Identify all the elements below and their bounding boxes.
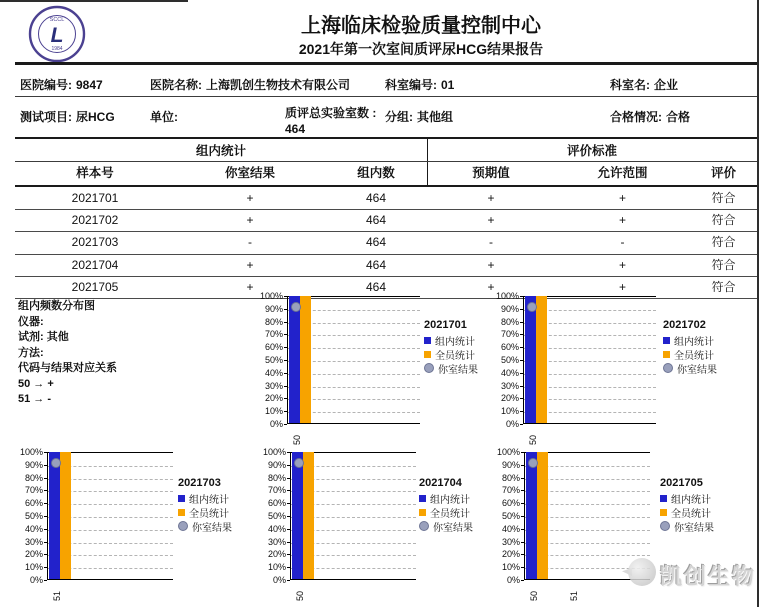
table-cell: + [246,213,254,228]
watermark-text: 凯创生物 [660,564,757,589]
table-cell: 2021701 [71,191,119,205]
legend-item [419,491,473,505]
legend-title: 2021703 [178,477,221,489]
bar-组内统计 [292,452,303,579]
legend-label: 你室结果 [677,364,717,376]
table-cell: 464 [365,235,387,250]
y-axis-label: 50% [501,511,520,521]
y-axis-label: 30% [500,380,519,391]
legend-label: 全员统计 [435,350,475,362]
bar-组内统计 [525,296,536,423]
y-axis-tick [521,580,524,581]
note-line: 方法: [18,346,44,359]
y-axis-label: 80% [501,472,520,483]
col-allowed-range: 允许范围 [597,166,648,180]
note-line: 代码与结果对应关系 [18,362,117,374]
your-result-marker [528,458,538,468]
y-axis-label: 30% [264,380,283,391]
legend-item [178,519,232,533]
table-cell: 464 [365,213,387,228]
legend-label: 全员统计 [189,508,229,520]
table-cell: 符合 [711,279,736,294]
table-cell: 464 [365,257,387,272]
chart-plot [523,296,656,424]
svg-text:1984: 1984 [51,46,63,52]
bar-全员统计 [536,296,547,423]
legend-title: 2021704 [419,477,462,489]
your-result-marker [291,302,301,312]
table-cell: 符合 [711,213,736,228]
legend-label: 全员统计 [671,508,711,520]
y-axis-label: 90% [267,459,286,470]
y-axis-tick [520,424,523,425]
y-axis-label: 60% [501,498,520,509]
pass-status: 合格情况: 合格 [610,110,691,124]
chart-legend [419,477,473,533]
table-cell: + [246,257,254,272]
chart-plot [290,452,416,580]
chart-legend [660,477,714,533]
legend-label: 组内统计 [674,336,714,348]
orange-square-icon [419,509,426,516]
x-axis-label: 51 [569,590,579,601]
legend-item [660,505,714,519]
y-axis-label: 80% [267,472,286,483]
y-axis-label: 30% [267,536,286,547]
y-axis-label: 60% [24,498,43,509]
blue-square-icon [663,337,670,344]
your-result-marker [294,458,304,468]
x-axis-label: 50 [295,590,305,601]
bar-组内统计 [526,452,537,579]
y-axis-label: 80% [264,316,283,327]
legend-label: 组内统计 [671,494,711,506]
y-axis-label: 40% [267,523,286,534]
y-axis-tick [287,580,290,581]
col-group-count: 组内数 [357,166,395,180]
table-cell: 2021702 [71,213,119,228]
table-cell: + [246,279,254,294]
chart-plot [524,452,650,580]
y-axis-label: 80% [24,472,43,483]
col-expected-value: 预期值 [472,166,510,180]
blue-square-icon [419,495,426,502]
y-axis-label: 40% [500,367,519,378]
legend-label: 全员统计 [674,350,714,362]
note-code-positive: 50 → + [18,377,54,390]
legend-item [178,505,232,519]
table-cell: 2021703 [71,235,119,250]
legend-title: 2021705 [660,477,703,489]
chart-legend [663,319,717,375]
legend-title: 2021702 [663,319,706,331]
col-evaluation: 评价 [710,166,736,180]
table-cell: 符合 [711,191,736,205]
legend-label: 组内统计 [435,336,475,348]
y-axis-label: 0% [505,419,519,429]
bar-全员统计 [537,452,548,579]
orange-square-icon [178,509,185,516]
bar-组内统计 [49,452,60,579]
hospital-name: 医院名称: 上海凯创生物技术有限公司 [150,78,351,92]
legend-item [424,333,478,347]
note-line: 组内频数分布图 [18,300,95,312]
y-axis-label: 50% [24,511,43,521]
chart-plot [287,296,420,424]
x-axis-label: 50 [292,434,302,445]
y-axis-label: 40% [24,523,43,534]
department-number: 科室编号: 01 [385,78,455,92]
col-your-result: 你室结果 [224,166,275,180]
y-axis-label: 50% [500,355,519,365]
legend-item [660,519,714,533]
table-cell: - [620,235,625,250]
table-cell: + [618,191,626,205]
y-axis-label: 50% [264,355,283,365]
y-axis-label: 60% [267,498,286,509]
table-cell: + [487,191,495,205]
y-axis-label: 70% [500,329,519,340]
y-axis-tick [44,580,47,581]
bar-全员统计 [60,452,71,579]
table-cell: + [487,279,495,294]
group-header-criteria: 评价标准 [566,144,617,158]
table-cell: + [618,213,626,228]
y-axis-label: 0% [29,575,43,585]
x-axis-label: 51 [52,590,62,601]
chart-legend [424,319,478,375]
table-cell: 符合 [711,257,736,272]
watermark-logo-icon [628,558,656,586]
note-line: 仪器: [18,315,44,328]
table-cell: + [618,279,626,294]
bar-全员统计 [300,296,311,423]
bar-组内统计 [289,296,300,423]
y-axis-label: 20% [500,393,519,404]
department-name: 科室名: 企业 [610,78,679,92]
legend-label: 你室结果 [674,522,714,534]
group: 分组: 其他组 [385,110,454,124]
your-result-marker [527,302,537,312]
y-axis-label: 90% [264,303,283,314]
legend-item [178,491,232,505]
y-axis-label: 90% [24,459,43,470]
y-axis-label: 100% [496,447,520,457]
table-cell: + [487,213,495,228]
y-axis-label: 20% [24,549,43,560]
y-axis-label: 70% [267,485,286,496]
y-axis-label: 70% [501,485,520,496]
legend-label: 你室结果 [192,522,232,534]
report-subtitle: 2021年第一次室间质评尿HCG结果报告 [298,41,544,57]
legend-label: 你室结果 [438,364,478,376]
y-axis-label: 30% [501,536,520,547]
col-sample-id: 样本号 [76,166,114,180]
y-axis-label: 20% [501,549,520,560]
y-axis-label: 90% [501,459,520,470]
unit: 单位: [150,110,178,124]
legend-item [424,361,478,375]
table-cell: + [487,257,495,272]
y-axis-label: 20% [264,393,283,404]
page-title: 上海临床检验质量控制中心 [301,15,541,37]
legend-item [424,347,478,361]
y-axis-label: 60% [500,342,519,353]
svg-text:L: L [50,24,64,47]
chart-legend [178,477,232,533]
legend-item [660,491,714,505]
table-cell: - [489,235,493,250]
y-axis-label: 10% [267,562,286,573]
y-axis-label: 10% [264,406,283,417]
legend-item [419,519,473,533]
table-cell: 2021705 [71,279,119,294]
total-lab-count: 质评总实验室数 : 464 [285,106,377,136]
table-cell: 464 [365,191,387,205]
y-axis-label: 20% [267,549,286,560]
legend-label: 全员统计 [430,508,470,520]
blue-square-icon [660,495,667,502]
gray-circle-icon [660,521,670,531]
legend-item [663,333,717,347]
group-header-ingroup: 组内统计 [195,144,246,158]
legend-title: 2021701 [424,319,467,331]
y-axis-label: 100% [495,291,519,301]
note-code-negative: 51 → - [18,393,52,405]
hospital-number: 医院编号: 9847 [20,78,103,92]
legend-item [663,347,717,361]
y-axis-label: 70% [264,329,283,340]
blue-square-icon [178,495,185,502]
blue-square-icon [424,337,431,344]
y-axis-label: 80% [500,316,519,327]
orange-square-icon [663,351,670,358]
gray-circle-icon [419,521,429,531]
note-line: 试剂: 其他 [18,331,69,343]
y-axis-label: 10% [24,562,43,573]
test-item: 测试项目: 尿HCG [20,110,115,124]
y-axis-label: 0% [506,575,520,585]
y-axis-label: 40% [501,523,520,534]
legend-label: 你室结果 [433,522,473,534]
orange-square-icon [660,509,667,516]
table-cell: + [618,257,626,272]
orange-square-icon [424,351,431,358]
table-cell: + [246,191,254,205]
y-axis-label: 100% [259,291,283,301]
y-axis-tick [284,424,287,425]
bar-全员统计 [303,452,314,579]
y-axis-label: 30% [24,536,43,547]
table-cell: 符合 [711,235,736,250]
gray-circle-icon [424,363,434,373]
y-axis-label: 60% [264,342,283,353]
y-axis-label: 90% [500,303,519,314]
gray-circle-icon [178,521,188,531]
y-axis-label: 100% [262,447,286,457]
legend-label: 组内统计 [189,494,229,506]
y-axis-label: 0% [269,419,283,429]
y-axis-label: 10% [501,562,520,573]
y-axis-label: 10% [500,406,519,417]
x-axis-label: 50 [528,434,538,445]
svg-text:SCCL: SCCL [49,17,65,23]
table-cell: 464 [365,279,387,294]
y-axis-label: 0% [272,575,286,585]
x-axis-label: 50 [529,590,539,601]
your-result-marker [51,458,61,468]
table-cell: 2021704 [71,257,119,272]
gray-circle-icon [663,363,673,373]
y-axis-label: 100% [19,447,43,457]
chart-plot [47,452,173,580]
table-cell: - [248,235,252,250]
y-axis-label: 50% [267,511,286,521]
legend-item [663,361,717,375]
y-axis-label: 40% [264,367,283,378]
y-axis-label: 70% [24,485,43,496]
legend-label: 组内统计 [430,494,470,506]
legend-item [419,505,473,519]
